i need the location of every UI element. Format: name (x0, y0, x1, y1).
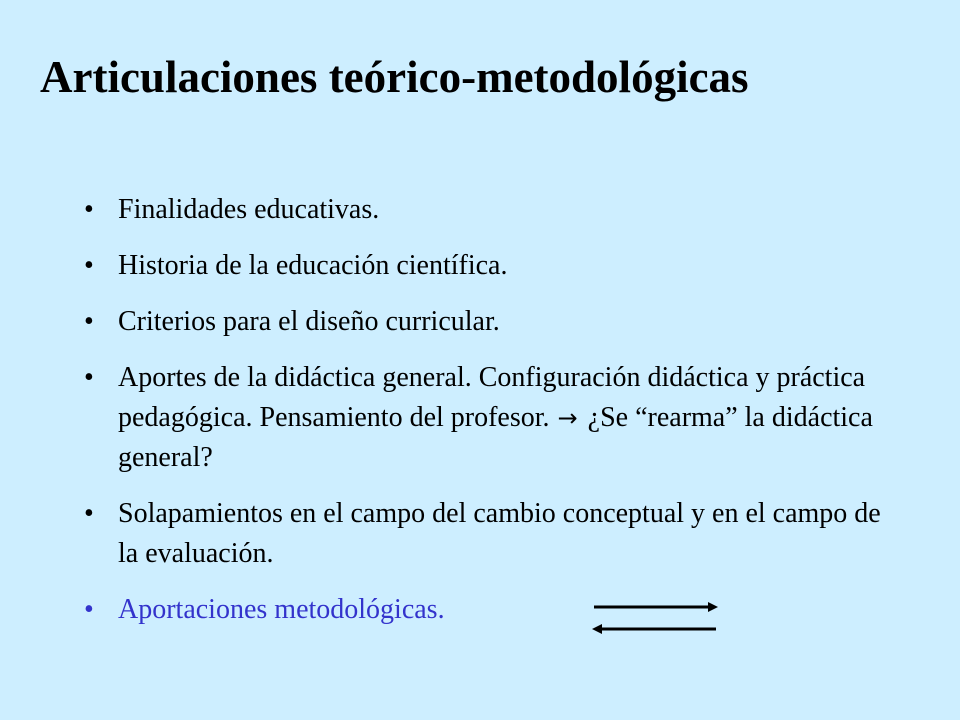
bullet-text: Historia de la educación científica. (118, 250, 508, 281)
bullet-dot: • (84, 498, 94, 529)
bullet-text: Solapamientos en el campo del cambio conceptual y en el campo de la evaluación. (118, 498, 881, 569)
bullet-text-before-arrow: Aportes de la didáctica general. Configuración didáctica y práctica pedagógica. Pensamiento del profesor. (118, 362, 866, 433)
bullet-dot: • (84, 594, 94, 625)
bullet-text: Finalidades educativas. (118, 194, 380, 225)
bullet-text: Criterios para el diseño curricular. (118, 306, 500, 337)
bullet-item-criterios (84, 302, 884, 342)
slide-title: Articulaciones teórico-metodológicas (40, 52, 749, 102)
bullet-list (84, 190, 884, 646)
bullet-dot: • (84, 306, 94, 337)
bullet-item-aportaciones (84, 590, 884, 630)
bullet-item-solapamientos (84, 494, 884, 574)
right-arrow-icon: → (557, 404, 578, 432)
bullet-dot: • (84, 194, 94, 225)
bullet-dot: • (84, 250, 94, 281)
bullet-item-historia (84, 246, 884, 286)
bullet-text-after-arrow: ¿Se “rearma” la didáctica general? (118, 402, 873, 473)
bullet-dot: • (84, 362, 94, 393)
bullet-text: Aportaciones metodológicas. (118, 594, 445, 625)
bullet-item-aportes (84, 358, 884, 478)
bullet-item-finalidades (84, 190, 884, 230)
bidirectional-arrows-icon (590, 596, 720, 636)
